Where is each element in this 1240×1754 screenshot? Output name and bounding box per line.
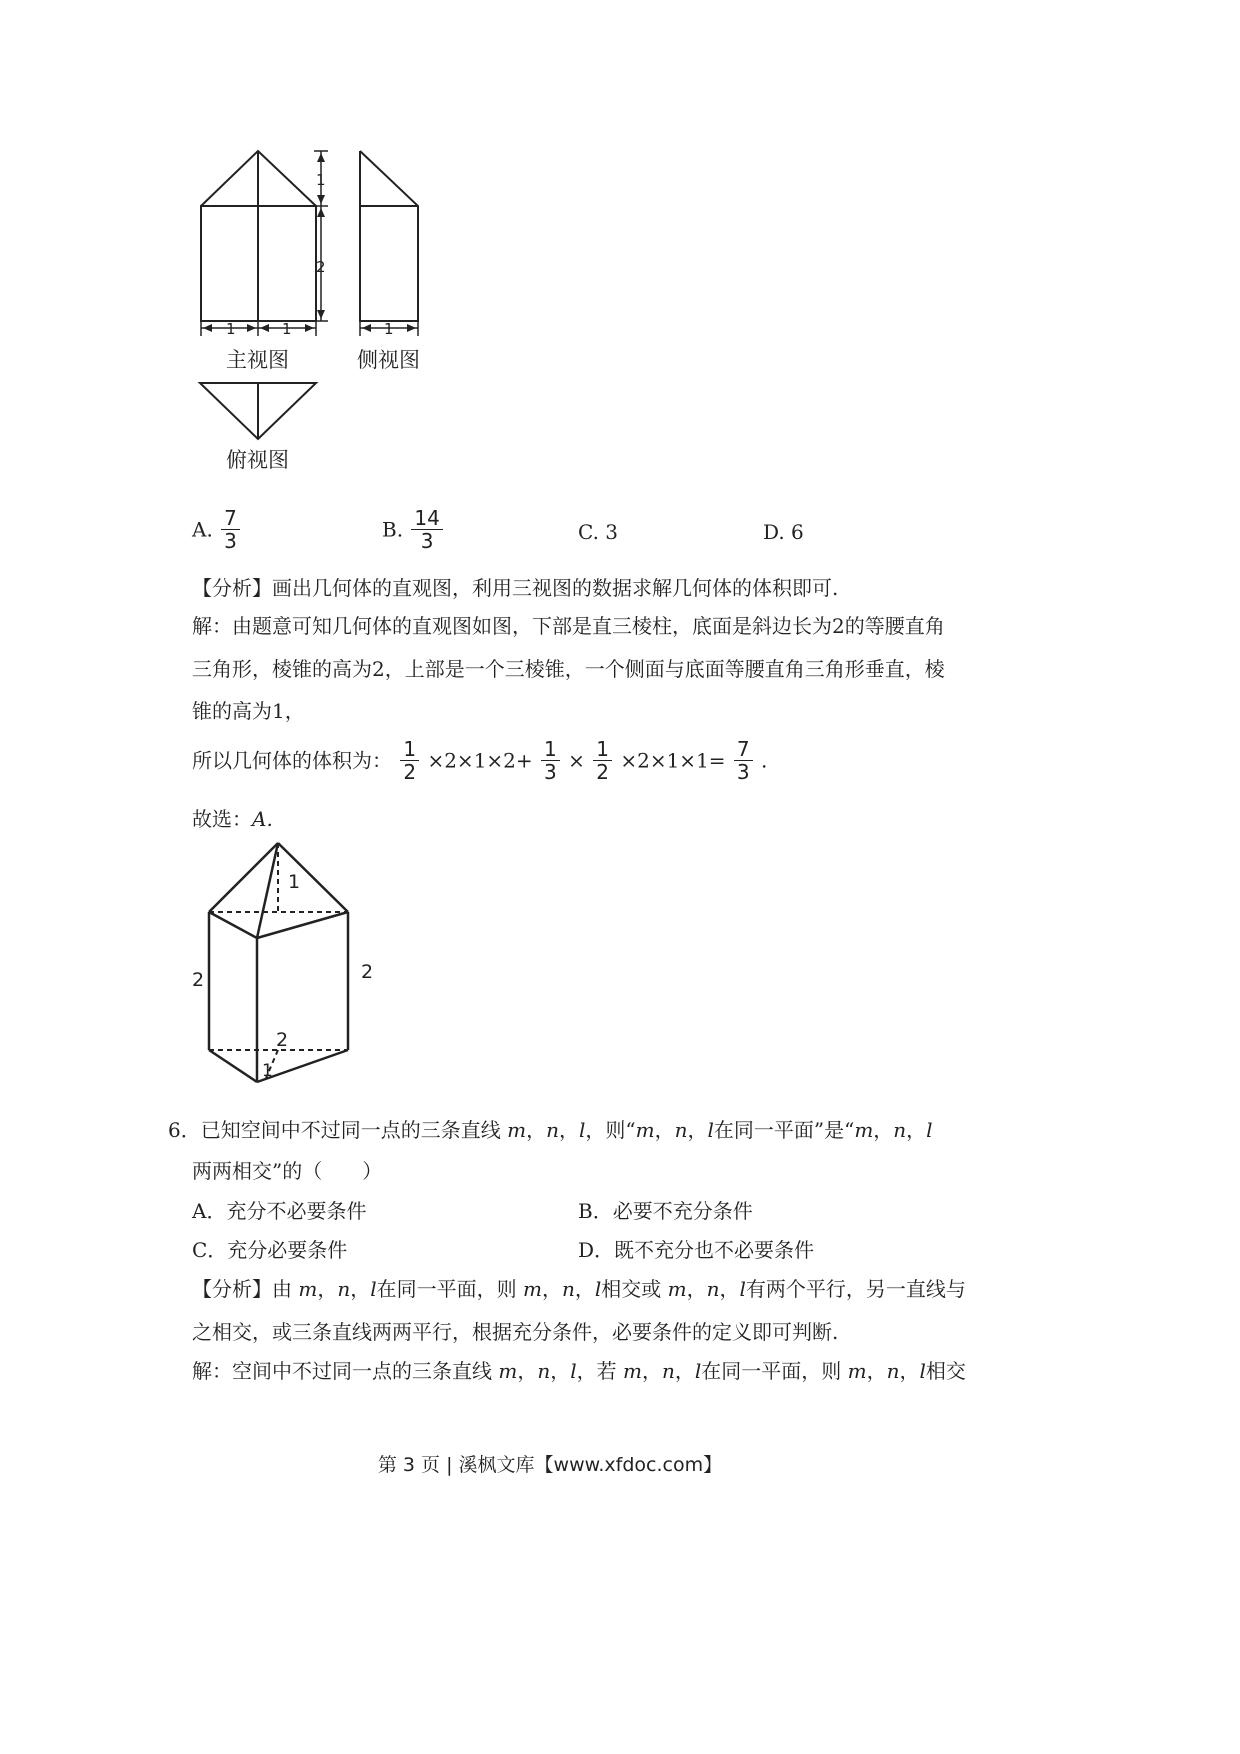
q6-option-a[interactable]: A．充分不必要条件 — [192, 1199, 367, 1223]
label-side-view: 侧视图 — [357, 348, 420, 372]
dim-side-width: 1 — [384, 320, 394, 338]
label-front-view: 主视图 — [226, 348, 289, 372]
q6-analysis-line2: 之相交，或三条直线两两平行，根据充分条件，必要条件的定义即可判断. — [192, 1320, 839, 1344]
option-a-letter: A. — [192, 517, 213, 542]
q6-stem-line2: 两两相交”的（ ） — [192, 1159, 383, 1183]
solid-label-top: 1 — [288, 871, 301, 893]
option-b[interactable] — [382, 507, 445, 552]
q6-option-c[interactable]: C．充分必要条件 — [192, 1238, 348, 1262]
dim-top-height: 1 — [316, 171, 326, 189]
q6-option-b[interactable]: B．必要不充分条件 — [578, 1199, 753, 1223]
dim-front-left: 1 — [226, 320, 236, 338]
dim-body-height: 2 — [316, 258, 326, 276]
solid-label-bottom: 2 — [276, 1029, 289, 1051]
solid-figure — [0, 830, 420, 1090]
solid-label-right: 2 — [361, 961, 374, 983]
option-a[interactable] — [192, 507, 242, 552]
q5-analysis: 【分析】画出几何体的直观图，利用三视图的数据求解几何体的体积即可. — [192, 576, 839, 600]
option-c[interactable]: C. 3 — [578, 520, 619, 544]
dim-front-right: 1 — [282, 320, 292, 338]
q6-option-d[interactable]: D．既不充分也不必要条件 — [578, 1238, 815, 1262]
option-a-fraction: $\frac{7}{3}$ — [221, 507, 240, 552]
option-b-fraction: $\frac{14}{3}$ — [411, 507, 442, 552]
page-footer: 第 3 页 | 溪枫文库【www.xfdoc.com】 — [377, 1454, 723, 1476]
option-b-letter: B. — [382, 517, 404, 542]
q5-answer: 故选：A. — [192, 807, 273, 831]
three-view-figure — [0, 0, 520, 540]
q5-solution-line2: 三角形，棱锥的高为2，上部是一个三棱锥，一个侧面与底面等腰直角三角形垂直，棱 — [192, 657, 945, 681]
q5-volume-formula: 所以几何体的体积为： $\frac{1}{2}$ ×2×1×2+ $\frac{1}{3}$ × $\frac{1}{2}$ ×2×1×1= $\frac{7}{3}$ . — [192, 737, 768, 784]
q6-stem-line1: 6．已知空间中不过同一点的三条直线 m，n，l，则“m，n，l在同一平面”是“m，n，l — [168, 1118, 933, 1142]
label-top-view: 俯视图 — [226, 448, 289, 472]
q6-solution-line1: 解：空间中不过同一点的三条直线 m，n，l，若 m，n，l在同一平面，则 m，n，l相交 — [192, 1359, 966, 1383]
solid-label-left: 2 — [192, 969, 205, 991]
option-d[interactable]: D. 6 — [763, 520, 804, 544]
q5-solution-line1: 解：由题意可知几何体的直观图如图，下部是直三棱柱，底面是斜边长为2的等腰直角 — [192, 614, 945, 638]
solid-label-corner: 1 — [262, 1061, 273, 1081]
q5-solution-line3: 锥的高为1， — [192, 699, 305, 723]
q6-analysis-line1: 【分析】由 m，n，l在同一平面，则 m，n，l相交或 m，n，l有两个平行，另一直线与 — [192, 1277, 966, 1301]
